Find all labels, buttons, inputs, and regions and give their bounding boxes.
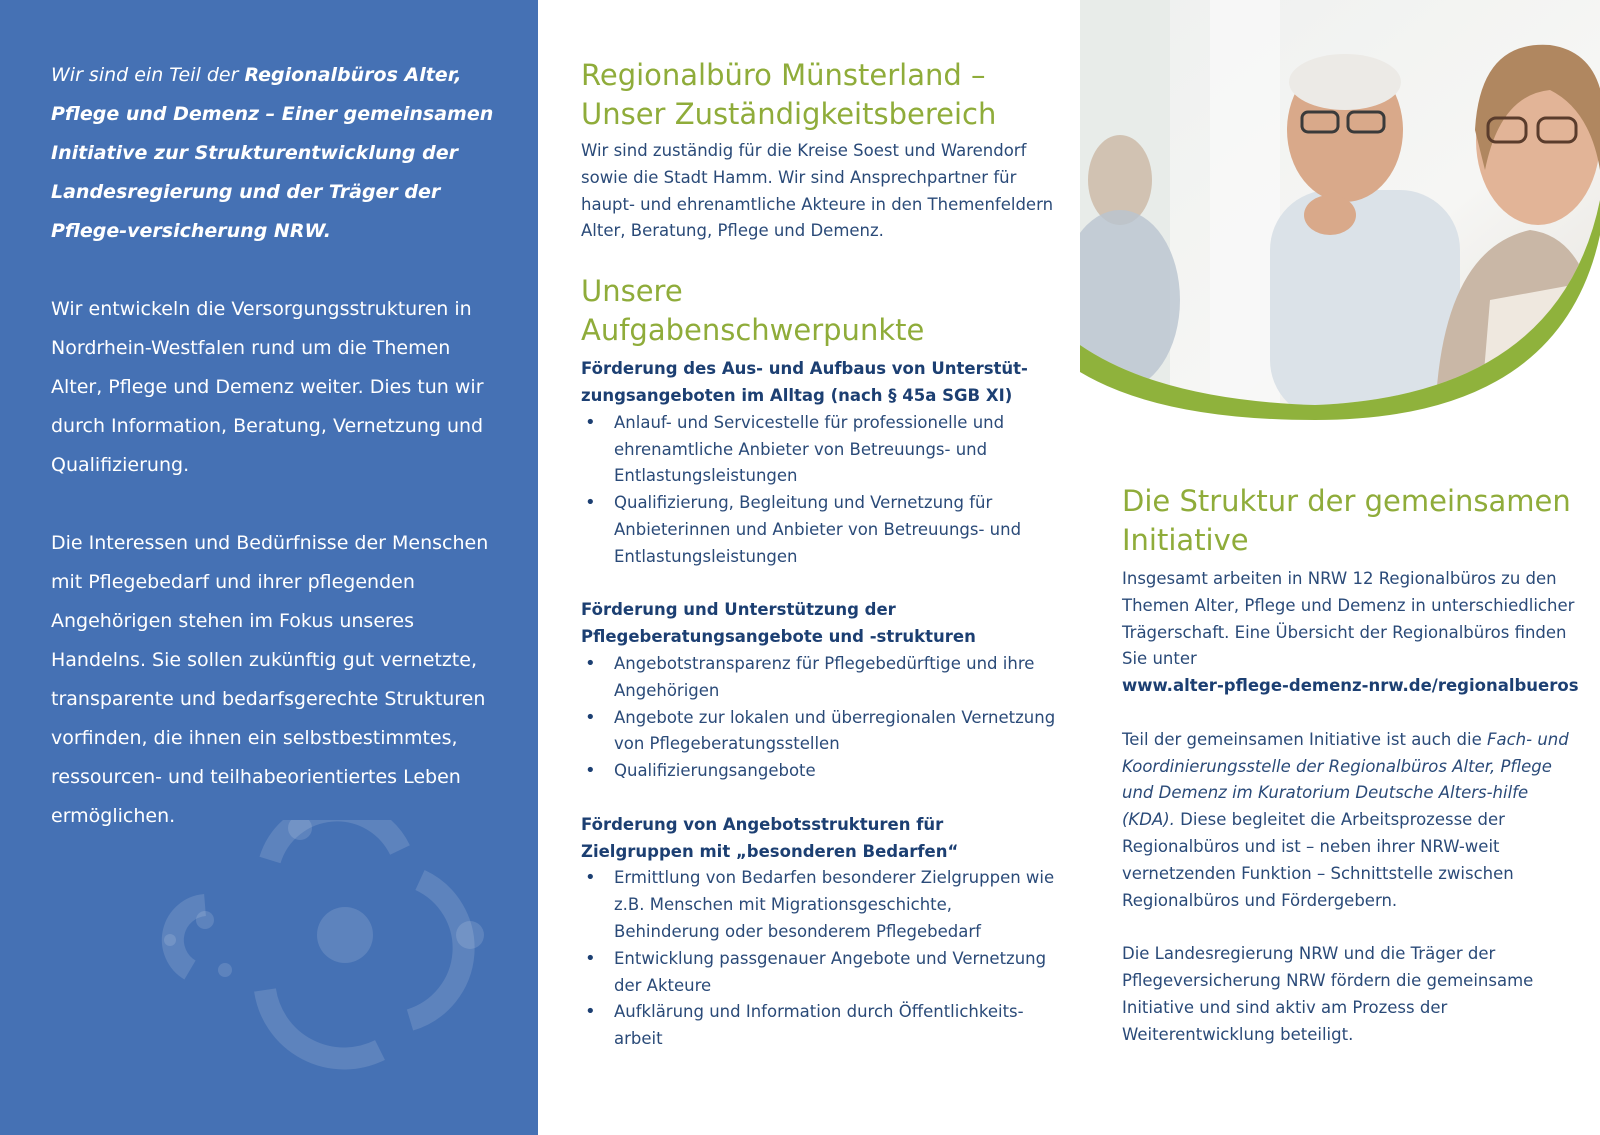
paragraph-text: Insgesamt arbeiten in NRW 12 Regionalbüros zu den Themen Alter, Pflege und Demenz in unterschiedlicher Trägerschaft. Eine Übersicht der Regionalbüros finden Sie unter bbox=[1122, 569, 1575, 669]
section-title: Förderung des Aus- und Aufbaus von Unterstüt-zungsangeboten im Alltag (nach § 45a SGB XI) bbox=[581, 359, 1028, 405]
website-link[interactable]: www.alter-pflege-demenz-nrw.de/regionalbueros bbox=[1122, 676, 1579, 696]
intro-plain: Wir sind ein Teil der bbox=[51, 64, 245, 86]
section-zielgruppen bbox=[581, 812, 1061, 1053]
right-text-block bbox=[1122, 482, 1582, 1075]
left-text-block bbox=[51, 56, 501, 875]
heading-line: Initiative bbox=[1122, 523, 1249, 557]
middle-panel bbox=[538, 0, 1078, 1135]
photo-illustration bbox=[1080, 0, 1600, 420]
intro-bold: Regionalbüros Alter, Pflege und Demenz – Einer gemeinsamen Initiative zur Strukturentwicklung der Landesregierung und der Träger der Pflege-versicherung NRW. bbox=[51, 64, 494, 242]
paragraph-landesregierung: Die Landesregierung NRW und die Träger der Pflegeversicherung NRW fördern die gemeinsame Initiative und sind aktiv am Prozess der Weiterentwicklung beteiligt. bbox=[1122, 944, 1534, 1044]
list-item: • Ermittlung von Bedarfen besonderer Zielgruppen wie z.B. Menschen mit Migrationsgeschichte, Behinderung oder besonderem Pflegebedarf bbox=[581, 865, 1061, 945]
bullet-list bbox=[581, 410, 1061, 571]
list-item: • Anlauf- und Servicestelle für professionelle und ehrenamtliche Anbieter von Betreuungs- und Entlastungsleistungen bbox=[581, 410, 1061, 490]
section-pflegeberatung bbox=[581, 597, 1061, 785]
section-title: Förderung von Angebotsstrukturen für Zielgruppen mit „besonderen Bedarfen“ bbox=[581, 814, 959, 861]
section-alltag bbox=[581, 356, 1061, 570]
paragraph-text: Teil der gemeinsamen Initiative ist auch die bbox=[1122, 729, 1487, 749]
middle-text-block bbox=[581, 56, 1061, 1080]
bullet-list bbox=[581, 651, 1061, 785]
paragraph-zustaendigkeit: Wir sind zuständig für die Kreise Soest und Warendorf sowie die Stadt Hamm. Wir sind Ansprechpartner für haupt- und ehrenamtliche Akteure in den Themenfeldern Alter, Beratung, Pflege und Demenz. bbox=[581, 141, 1054, 241]
heading-line: Unser Zuständigkeitsbereich bbox=[581, 97, 997, 131]
people-photo bbox=[1080, 0, 1600, 420]
heading-line: Regionalbüro Münsterland – bbox=[581, 58, 986, 92]
heading-line: Aufgabenschwerpunkte bbox=[581, 313, 925, 348]
list-item: • Aufklärung und Information durch Öffentlichkeits-arbeit bbox=[581, 999, 1061, 1053]
section-title: Förderung und Unterstützung der Pflegeberatungsangebote und -strukturen bbox=[581, 600, 976, 647]
paragraph-kda bbox=[1122, 727, 1582, 915]
intro-paragraph bbox=[51, 56, 501, 251]
list-item: • Entwicklung passgenauer Angebote und Vernetzung der Akteure bbox=[581, 946, 1061, 1000]
list-item: • Qualifizierung, Begleitung und Vernetzung für Anbieterinnen und Anbieter von Betreuungs- und Entlastungsleistungen bbox=[581, 490, 1061, 570]
heading-struktur bbox=[1122, 482, 1582, 560]
paragraph-interessen: Die Interessen und Bedürfnisse der Menschen mit Pflegebedarf und ihrer pflegenden Angehörigen stehen im Fokus unseres Handelns. Sie sollen zukünftig gut vernetzte, transparente und bedarfsgerechte Strukturen vorfinden, die ihnen ein selbstbestimmtes, ressourcen- und teilhabeorientiertes Leben ermöglichen. bbox=[51, 532, 489, 827]
heading-aufgabenschwerpunkte bbox=[581, 272, 1061, 350]
list-item: • Angebotstransparenz für Pflegebedürftige und ihre Angehörigen bbox=[581, 651, 1061, 705]
bullet-list bbox=[581, 865, 1061, 1053]
heading-line: Die Struktur der gemeinsamen bbox=[1122, 484, 1571, 518]
list-item: • Angebote zur lokalen und überregionalen Vernetzung von Pflegeberatungsstellen bbox=[581, 705, 1061, 759]
heading-zustaendigkeitsbereich bbox=[581, 56, 1061, 134]
left-panel bbox=[0, 0, 538, 1135]
paragraph-versorgungsstrukturen: Wir entwickeln die Versorgungsstrukturen in Nordrhein-Westfalen rund um die Themen Alter, Pflege und Demenz weiter. Dies tun wir durch Information, Beratung, Vernetzung und Qualifizierung. bbox=[51, 298, 484, 476]
list-item: • Qualifizierungsangebote bbox=[581, 758, 1061, 785]
heading-line: Unsere bbox=[581, 274, 683, 309]
paragraph-regionalbueros bbox=[1122, 566, 1582, 700]
paragraph-text: Diese begleitet die Arbeitsprozesse der Regionalbüros und ist – neben ihrer NRW-weit vernetzenden Funktion – Schnittstelle zwischen Regionalbüros und Fördergebern. bbox=[1122, 810, 1514, 910]
kda-italic: Fach- und Koordinierungsstelle der Regionalbüros Alter, Pflege und Demenz im Kuratorium Deutsche Alters-hilfe (KDA). bbox=[1122, 729, 1569, 830]
